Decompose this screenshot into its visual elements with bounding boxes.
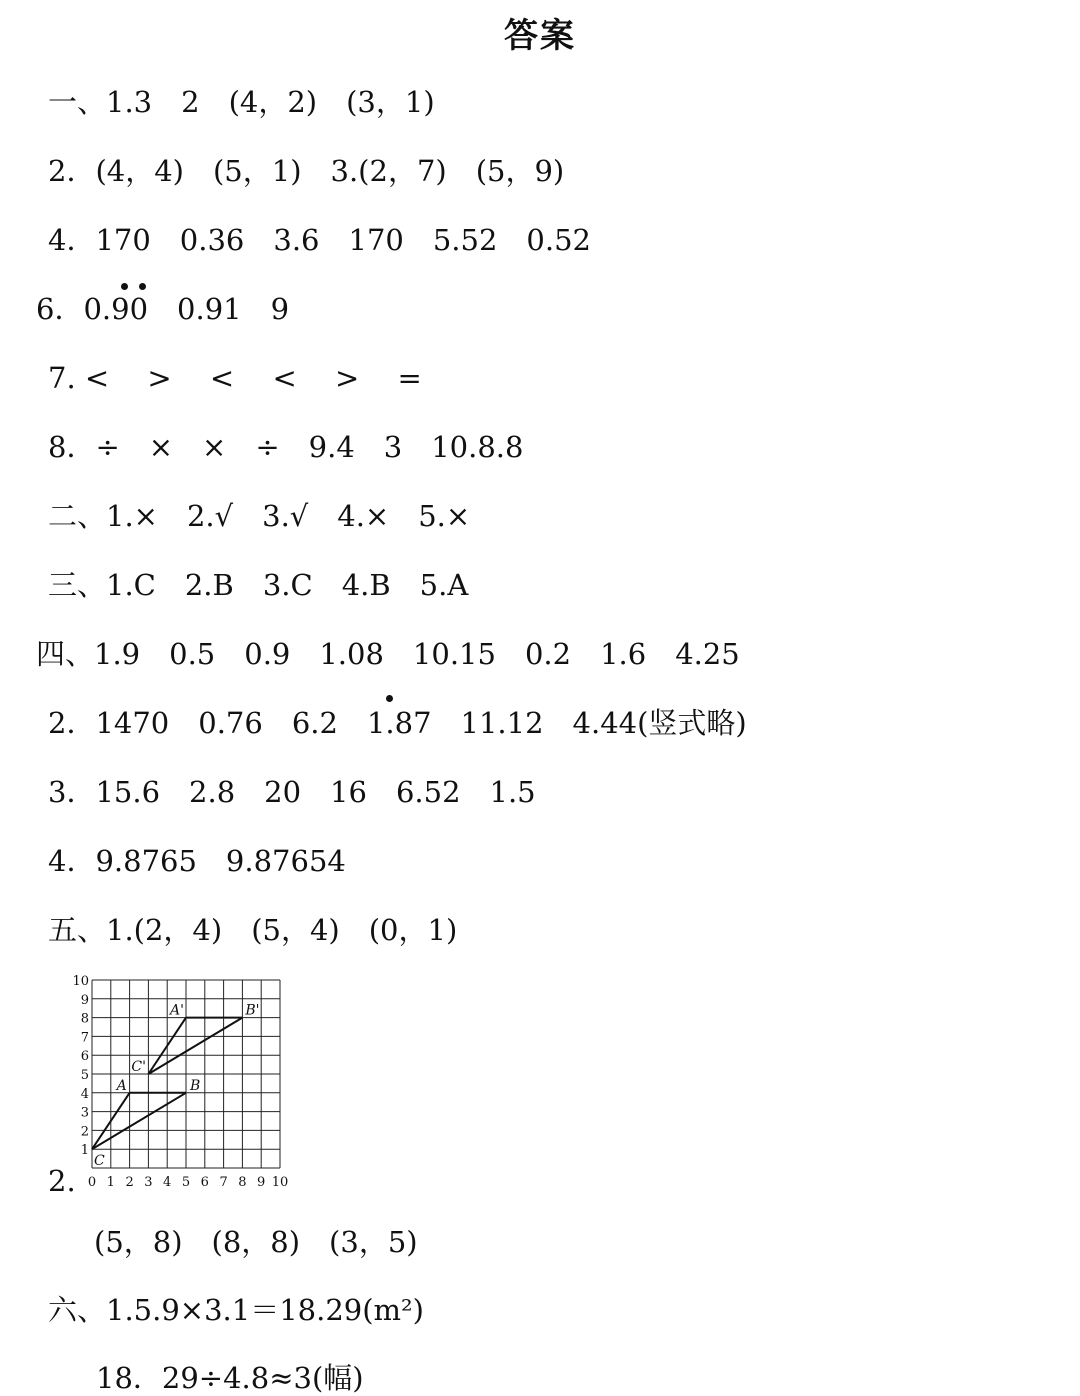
x-tick-label: 2 (125, 1175, 134, 1190)
answer-line-11: 3．15.6 2.8 20 16 6.52 1.5 (48, 775, 536, 809)
x-tick-label: 6 (200, 1175, 209, 1190)
y-tick-label: 6 (80, 1049, 89, 1065)
y-tick-label: 3 (80, 1105, 89, 1121)
answer-line-9: 四、1.9 0.5 0.9 1.08 10.15 0.2 1.6 4.25 (36, 637, 740, 671)
x-tick-label: 1 (106, 1175, 115, 1190)
point-label: C' (131, 1059, 146, 1075)
x-tick-label: 10 (271, 1175, 289, 1190)
point-label: C (94, 1153, 105, 1170)
answer-line-12: 4．9.8765 9.87654 (48, 844, 346, 878)
x-tick-label: 8 (238, 1175, 247, 1190)
x-tick-label: 7 (219, 1175, 228, 1190)
triangle-edge (148, 1018, 242, 1074)
x-tick-label: 0 (87, 1175, 97, 1190)
triangle-edge (92, 1093, 186, 1149)
x-tick-label: 5 (181, 1175, 191, 1190)
answer-line-2: 2．(4，4) (5，1) 3.(2，7) (5，9) (48, 154, 565, 188)
y-tick-label: 5 (80, 1068, 89, 1083)
x-tick-label: 3 (144, 1175, 153, 1190)
y-tick-label: 10 (72, 974, 89, 989)
repeating-decimal-dot (139, 283, 146, 290)
point-label: A (116, 1077, 127, 1094)
x-tick-label: 9 (257, 1175, 266, 1190)
x-tick-label: 4 (163, 1175, 172, 1190)
answer-line-16: 六、1.5.9×3.1＝18.29(m²) (48, 1293, 424, 1327)
answer-line-14: 2. (48, 1164, 76, 1198)
answer-line-8: 三、1.C 2.B 3.C 4.B 5.A (48, 568, 469, 602)
repeating-decimal-dot (121, 283, 128, 290)
y-tick-label: 2 (80, 1124, 89, 1140)
answer-line-10: 2．1470 0.76 6.2 1.87 11.12 4.44(竖式略) (48, 706, 747, 740)
y-tick-label: 4 (80, 1086, 89, 1102)
answer-line-17: 18．29÷4.8≈3(幅) (96, 1361, 364, 1395)
answer-line-15: (5，8) (8，8) (3，5) (94, 1225, 418, 1259)
answer-line-4: 6．0.90 0.91 9 (36, 292, 290, 326)
y-tick-label: 7 (80, 1030, 89, 1046)
repeating-decimal-dot (386, 695, 393, 702)
answer-line-5: 7. < > < < > = (48, 361, 422, 395)
y-tick-label: 8 (80, 1011, 89, 1027)
point-label: A' (170, 1002, 184, 1019)
coordinate-grid-chart (60, 968, 310, 1198)
y-tick-label: 1 (80, 1143, 89, 1159)
answer-line-1: 一、1.3 2 (4，2) (3，1) (48, 85, 435, 119)
answer-line-3: 4．170 0.36 3.6 170 5.52 0.52 (48, 223, 591, 257)
point-label: B' (245, 1002, 260, 1019)
answer-line-13: 五、1.(2，4) (5，4) (0，1) (48, 913, 458, 947)
answer-line-6: 8．÷ × × ÷ 9.4 3 10.8.8 (48, 430, 524, 464)
y-tick-label: 9 (80, 992, 89, 1008)
point-label: B (190, 1077, 201, 1094)
answer-line-7: 二、1.× 2.√ 3.√ 4.× 5.× (48, 499, 471, 533)
page-title: 答案 (504, 16, 576, 56)
